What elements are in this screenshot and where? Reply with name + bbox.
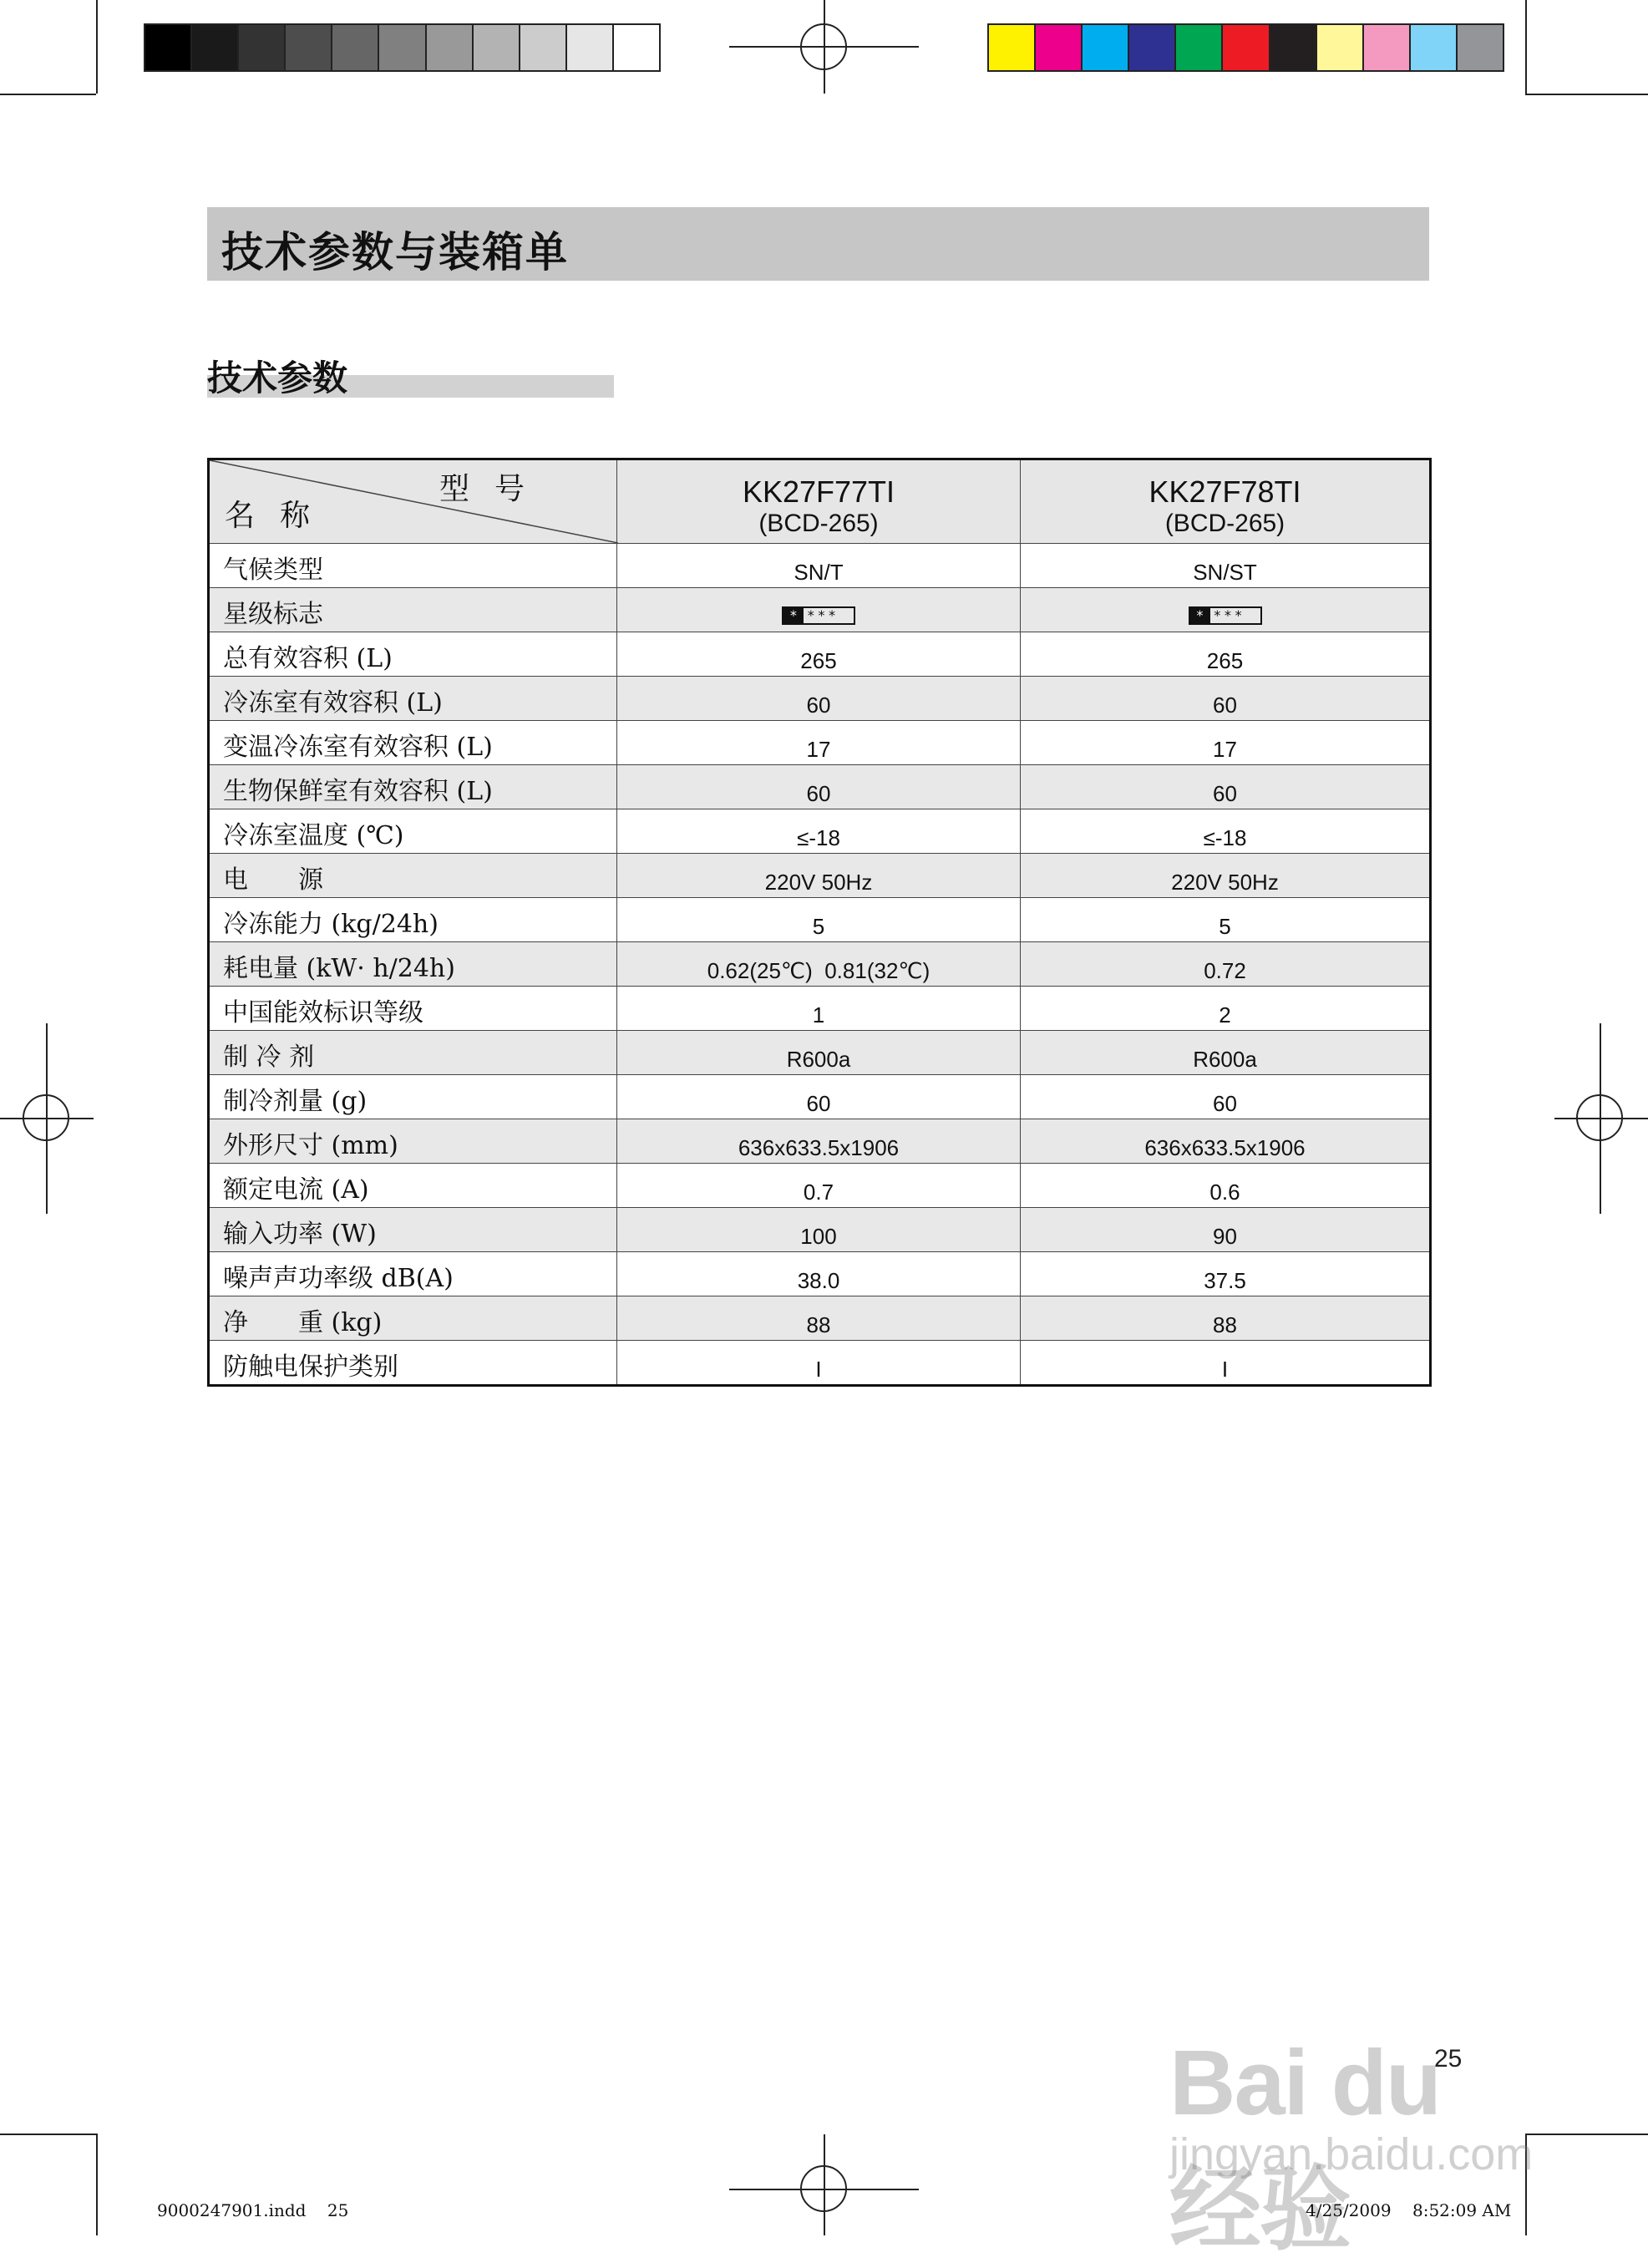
row-value-model-1 — [617, 588, 1021, 632]
table-row — [209, 544, 1431, 588]
row-label: 冷冻能力 (kg/24h) — [209, 898, 617, 942]
table-row — [209, 1031, 1431, 1075]
color-swatch — [1036, 25, 1083, 70]
row-label: 冷冻室有效容积 (L) — [209, 677, 617, 721]
row-value-model-2: 90 — [1021, 1208, 1431, 1252]
star-rating-badge — [782, 606, 855, 625]
row-value-model-1: 60 — [617, 765, 1021, 809]
table-row — [209, 854, 1431, 898]
star-filled: * — [783, 608, 804, 623]
gray-swatch — [474, 25, 520, 70]
page-title: 技术参数与装箱单 — [221, 228, 569, 277]
table-row — [209, 1252, 1431, 1296]
row-value-model-1: 38.0 — [617, 1252, 1021, 1296]
table-row — [209, 721, 1431, 765]
star-rating-badge — [1189, 606, 1262, 625]
table-row — [209, 677, 1431, 721]
gray-swatch — [379, 25, 426, 70]
gray-swatch — [520, 25, 567, 70]
row-value-model-2: 17 — [1021, 721, 1431, 765]
footer-file-info: 9000247901.indd 25 — [157, 2200, 349, 2220]
table-row — [209, 632, 1431, 677]
row-value-model-2 — [1021, 588, 1431, 632]
model-label: 型号 — [439, 472, 550, 506]
section-title: 技术参数 — [207, 358, 348, 398]
row-label: 总有效容积 (L) — [209, 632, 617, 677]
color-swatch — [1458, 25, 1503, 70]
table-header-row — [209, 459, 1431, 544]
row-value-model-1: 17 — [617, 721, 1021, 765]
watermark-main: Bai du 经验 — [1169, 2032, 1441, 2261]
gray-swatch — [286, 25, 332, 70]
row-value-model-1: 265 — [617, 632, 1021, 677]
model-code-1: KK27F77TI — [742, 474, 895, 509]
row-label: 净 重 (kg) — [209, 1296, 617, 1341]
row-value-model-1: 100 — [617, 1208, 1021, 1252]
row-value-model-2: 60 — [1021, 677, 1431, 721]
row-value-model-2: 88 — [1021, 1296, 1431, 1341]
star-rest: *** — [807, 607, 839, 623]
row-value-model-2: 2 — [1021, 987, 1431, 1031]
table-row — [209, 1296, 1431, 1341]
gray-swatch — [332, 25, 379, 70]
row-value-model-1: 88 — [617, 1296, 1021, 1341]
row-value-model-2: I — [1021, 1341, 1431, 1386]
row-value-model-2: 0.6 — [1021, 1164, 1431, 1208]
star-rest: *** — [1213, 607, 1245, 623]
row-value-model-1: R600a — [617, 1031, 1021, 1075]
footer-timestamp: 4/25/2009 8:52:09 AM — [1306, 2200, 1512, 2220]
gray-swatch — [567, 25, 614, 70]
row-label: 耗电量 (kW· h/24h) — [209, 942, 617, 987]
row-value-model-2: 37.5 — [1021, 1252, 1431, 1296]
table-row — [209, 942, 1431, 987]
table-row — [209, 1119, 1431, 1164]
table-row — [209, 1164, 1431, 1208]
gray-swatch — [427, 25, 474, 70]
color-swatch — [1364, 25, 1411, 70]
gray-swatch — [145, 25, 192, 70]
page-number: 25 — [1434, 2045, 1463, 2073]
gray-swatch — [614, 25, 659, 70]
row-value-model-1: 0.62(25℃) 0.81(32℃) — [617, 942, 1021, 987]
model-sub-1: (BCD-265) — [758, 509, 879, 537]
row-value-model-2: 0.72 — [1021, 942, 1431, 987]
color-swatch — [1129, 25, 1176, 70]
row-label: 外形尺寸 (mm) — [209, 1119, 617, 1164]
row-label: 电 源 — [209, 854, 617, 898]
color-swatch — [1176, 25, 1223, 70]
row-label: 气候类型 — [209, 544, 617, 588]
row-value-model-2: 220V 50Hz — [1021, 854, 1431, 898]
spec-table — [207, 458, 1432, 1387]
model-header-2 — [1021, 459, 1431, 544]
color-calibration-bar — [987, 23, 1504, 72]
color-swatch — [1270, 25, 1317, 70]
row-value-model-1: 1 — [617, 987, 1021, 1031]
row-value-model-2: R600a — [1021, 1031, 1431, 1075]
row-label: 星级标志 — [209, 588, 617, 632]
color-swatch — [1223, 25, 1270, 70]
watermark-url: jingyan.baidu.com — [1169, 2129, 1534, 2179]
gray-swatch — [239, 25, 286, 70]
row-label: 噪声声功率级 dB(A) — [209, 1252, 617, 1296]
row-value-model-1: 5 — [617, 898, 1021, 942]
table-row — [209, 809, 1431, 854]
row-label: 制 冷 剂 — [209, 1031, 617, 1075]
model-code-2: KK27F78TI — [1149, 474, 1301, 509]
row-label: 输入功率 (W) — [209, 1208, 617, 1252]
grayscale-calibration-bar — [144, 23, 661, 72]
row-value-model-2: 60 — [1021, 1075, 1431, 1119]
row-value-model-1: I — [617, 1341, 1021, 1386]
row-label: 中国能效标识等级 — [209, 987, 617, 1031]
table-row — [209, 588, 1431, 632]
row-value-model-1: SN/T — [617, 544, 1021, 588]
table-row — [209, 1208, 1431, 1252]
row-label: 额定电流 (A) — [209, 1164, 617, 1208]
color-swatch — [1083, 25, 1129, 70]
color-swatch — [1411, 25, 1458, 70]
row-value-model-1: 636x633.5x1906 — [617, 1119, 1021, 1164]
row-label: 冷冻室温度 (℃) — [209, 809, 617, 854]
row-value-model-1: 220V 50Hz — [617, 854, 1021, 898]
row-label: 生物保鲜室有效容积 (L) — [209, 765, 617, 809]
row-label: 防触电保护类别 — [209, 1341, 617, 1386]
gray-swatch — [192, 25, 239, 70]
row-label: 制冷剂量 (g) — [209, 1075, 617, 1119]
model-header-1 — [617, 459, 1021, 544]
row-value-model-2: 636x633.5x1906 — [1021, 1119, 1431, 1164]
row-value-model-1: ≤-18 — [617, 809, 1021, 854]
table-row — [209, 1075, 1431, 1119]
row-value-model-1: 60 — [617, 1075, 1021, 1119]
table-row — [209, 1341, 1431, 1386]
row-value-model-2: 60 — [1021, 765, 1431, 809]
row-value-model-2: 5 — [1021, 898, 1431, 942]
table-row — [209, 765, 1431, 809]
row-value-model-2: SN/ST — [1021, 544, 1431, 588]
model-sub-2: (BCD-265) — [1164, 509, 1285, 537]
header-diagonal-cell — [209, 459, 617, 544]
star-filled: * — [1190, 608, 1210, 623]
name-label: 名称 — [225, 499, 336, 533]
row-value-model-2: ≤-18 — [1021, 809, 1431, 854]
color-swatch — [1317, 25, 1364, 70]
color-swatch — [989, 25, 1036, 70]
row-label: 变温冷冻室有效容积 (L) — [209, 721, 617, 765]
row-value-model-1: 0.7 — [617, 1164, 1021, 1208]
row-value-model-2: 265 — [1021, 632, 1431, 677]
row-value-model-1: 60 — [617, 677, 1021, 721]
table-row — [209, 898, 1431, 942]
table-row — [209, 987, 1431, 1031]
